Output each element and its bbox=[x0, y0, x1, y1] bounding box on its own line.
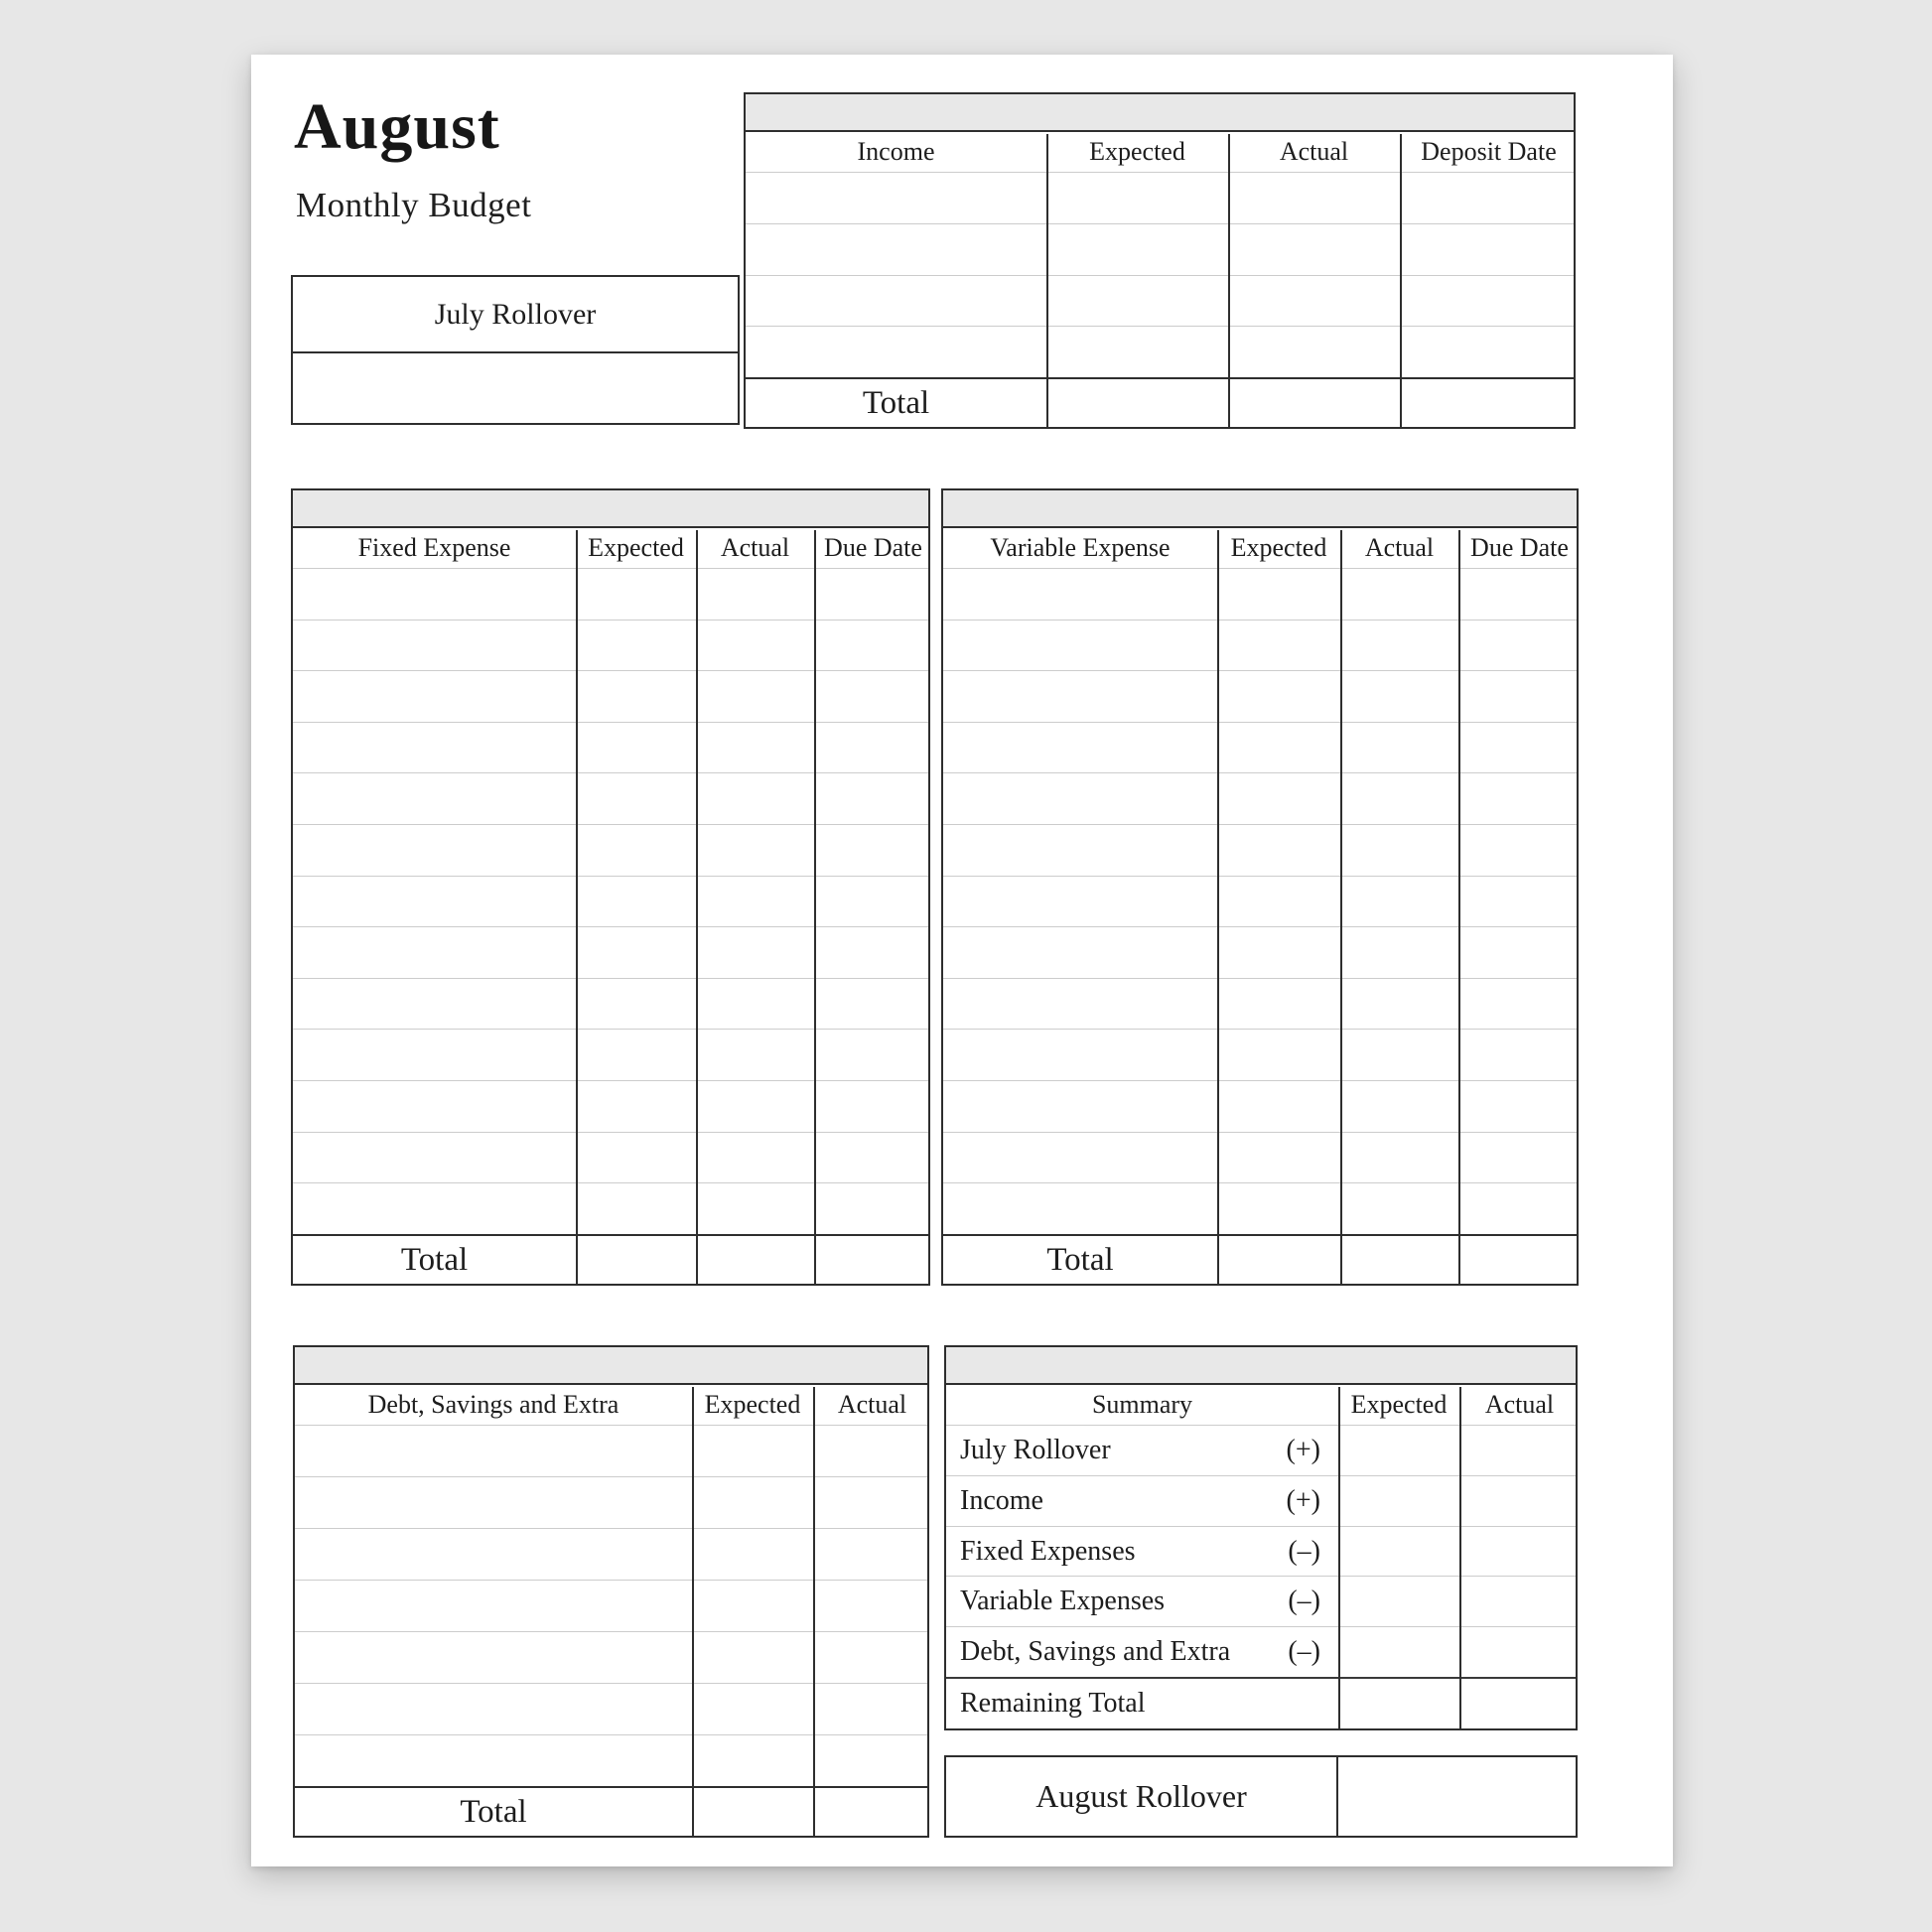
variable-total-row bbox=[943, 1234, 1577, 1284]
debt-total-row bbox=[295, 1786, 927, 1836]
entry-row bbox=[293, 1132, 928, 1183]
entry-row bbox=[295, 1734, 927, 1786]
summary-table-title-band bbox=[946, 1347, 1576, 1385]
debt-table-body bbox=[295, 1425, 927, 1786]
summary-row-label-cell bbox=[946, 1586, 1338, 1617]
page-title: August bbox=[294, 90, 500, 163]
budget-page bbox=[251, 55, 1673, 1866]
variable-table-header-row bbox=[943, 528, 1577, 568]
column-header: Expected bbox=[1230, 533, 1327, 562]
entry-row bbox=[746, 326, 1574, 377]
column-header: Summary bbox=[1091, 1390, 1193, 1419]
income-table-header-row bbox=[746, 132, 1574, 172]
income-total-label: Total bbox=[862, 384, 930, 421]
entry-row bbox=[943, 1182, 1577, 1234]
entry-row bbox=[943, 620, 1577, 671]
column-header: Deposit Date bbox=[1421, 137, 1557, 166]
july-rollover-box bbox=[291, 275, 740, 425]
fixed-total-row bbox=[293, 1234, 928, 1284]
entry-row bbox=[746, 223, 1574, 275]
summary-sign: (+) bbox=[1286, 1484, 1320, 1516]
column-header: Income bbox=[857, 137, 935, 166]
summary-row bbox=[946, 1425, 1576, 1475]
entry-row bbox=[943, 876, 1577, 927]
entry-row bbox=[293, 670, 928, 722]
fixed-table-header-row bbox=[293, 528, 928, 568]
entry-row bbox=[943, 926, 1577, 978]
column-header: Due Date bbox=[824, 533, 922, 562]
august-rollover-label: August Rollover bbox=[946, 1757, 1338, 1836]
debt-table-header-row bbox=[295, 1385, 927, 1425]
debt-total-label: Total bbox=[460, 1793, 527, 1830]
debt-table-title-band bbox=[295, 1347, 927, 1385]
entry-row bbox=[293, 1182, 928, 1234]
entry-row bbox=[293, 824, 928, 876]
summary-label: Debt, Savings and Extra bbox=[960, 1636, 1231, 1668]
column-header: Debt, Savings and Extra bbox=[367, 1390, 620, 1419]
entry-row bbox=[295, 1528, 927, 1580]
entry-row bbox=[293, 722, 928, 773]
summary-label: July Rollover bbox=[960, 1434, 1111, 1465]
summary-label: Fixed Expenses bbox=[960, 1535, 1136, 1567]
summary-table-header-row bbox=[946, 1385, 1576, 1425]
summary-label: Remaining Total bbox=[960, 1688, 1146, 1720]
column-header: Actual bbox=[720, 533, 790, 562]
summary-sign: (–) bbox=[1288, 1586, 1320, 1617]
variable-table-title-band bbox=[943, 490, 1577, 528]
july-rollover-label: July Rollover bbox=[293, 277, 738, 353]
variable-expense-table bbox=[941, 488, 1579, 1286]
column-header: Due Date bbox=[1470, 533, 1569, 562]
summary-label: Income bbox=[960, 1484, 1043, 1516]
income-table-body bbox=[746, 172, 1574, 377]
summary-row bbox=[946, 1526, 1576, 1577]
income-total-row bbox=[746, 377, 1574, 427]
august-rollover-value-cell bbox=[1338, 1757, 1576, 1836]
summary-table bbox=[944, 1345, 1578, 1730]
summary-sign: (–) bbox=[1288, 1535, 1320, 1567]
income-table bbox=[744, 92, 1576, 429]
entry-row bbox=[293, 568, 928, 620]
summary-sign: (–) bbox=[1288, 1636, 1320, 1668]
entry-row bbox=[943, 978, 1577, 1030]
entry-row bbox=[295, 1683, 927, 1734]
summary-row-label-cell bbox=[946, 1485, 1338, 1517]
entry-row bbox=[293, 1080, 928, 1132]
entry-row bbox=[293, 926, 928, 978]
column-header: Expected bbox=[1089, 137, 1185, 166]
entry-row bbox=[943, 670, 1577, 722]
entry-row bbox=[943, 772, 1577, 824]
summary-row-label-cell bbox=[946, 1688, 1338, 1720]
entry-row bbox=[295, 1580, 927, 1631]
entry-row bbox=[943, 1029, 1577, 1080]
entry-row bbox=[293, 620, 928, 671]
column-header: Expected bbox=[1350, 1390, 1448, 1419]
column-header: Actual bbox=[1364, 533, 1435, 562]
entry-row bbox=[295, 1631, 927, 1683]
entry-row bbox=[293, 1029, 928, 1080]
fixed-table-title-band bbox=[293, 490, 928, 528]
entry-row bbox=[943, 1132, 1577, 1183]
column-header: Actual bbox=[1484, 1390, 1555, 1419]
july-rollover-value-cell bbox=[293, 353, 738, 423]
entry-row bbox=[746, 172, 1574, 223]
summary-row-label-cell bbox=[946, 1536, 1338, 1568]
column-header: Expected bbox=[588, 533, 684, 562]
entry-row bbox=[293, 978, 928, 1030]
summary-row bbox=[946, 1626, 1576, 1677]
summary-row bbox=[946, 1677, 1576, 1728]
variable-total-label: Total bbox=[1046, 1241, 1114, 1278]
entry-row bbox=[746, 275, 1574, 327]
fixed-expense-table bbox=[291, 488, 930, 1286]
summary-row-label-cell bbox=[946, 1435, 1338, 1466]
entry-row bbox=[293, 772, 928, 824]
income-table-title-band bbox=[746, 94, 1574, 132]
summary-row-label-cell bbox=[946, 1636, 1338, 1668]
entry-row bbox=[943, 568, 1577, 620]
page-subtitle: Monthly Budget bbox=[296, 186, 532, 224]
entry-row bbox=[943, 824, 1577, 876]
summary-row bbox=[946, 1475, 1576, 1526]
variable-table-body bbox=[943, 568, 1577, 1234]
august-rollover-box bbox=[944, 1755, 1578, 1838]
entry-row bbox=[943, 722, 1577, 773]
fixed-table-body bbox=[293, 568, 928, 1234]
entry-row bbox=[293, 876, 928, 927]
entry-row bbox=[295, 1476, 927, 1528]
summary-label: Variable Expenses bbox=[960, 1586, 1166, 1617]
debt-savings-table bbox=[293, 1345, 929, 1838]
fixed-total-label: Total bbox=[400, 1241, 469, 1278]
column-header: Variable Expense bbox=[990, 533, 1171, 562]
entry-row bbox=[943, 1080, 1577, 1132]
entry-row bbox=[295, 1425, 927, 1476]
column-header: Actual bbox=[1279, 137, 1349, 166]
summary-table-body bbox=[946, 1425, 1576, 1728]
summary-row bbox=[946, 1576, 1576, 1626]
column-header: Expected bbox=[704, 1390, 801, 1419]
column-header: Actual bbox=[837, 1390, 907, 1419]
column-header: Fixed Expense bbox=[357, 533, 511, 562]
summary-sign: (+) bbox=[1286, 1434, 1320, 1465]
